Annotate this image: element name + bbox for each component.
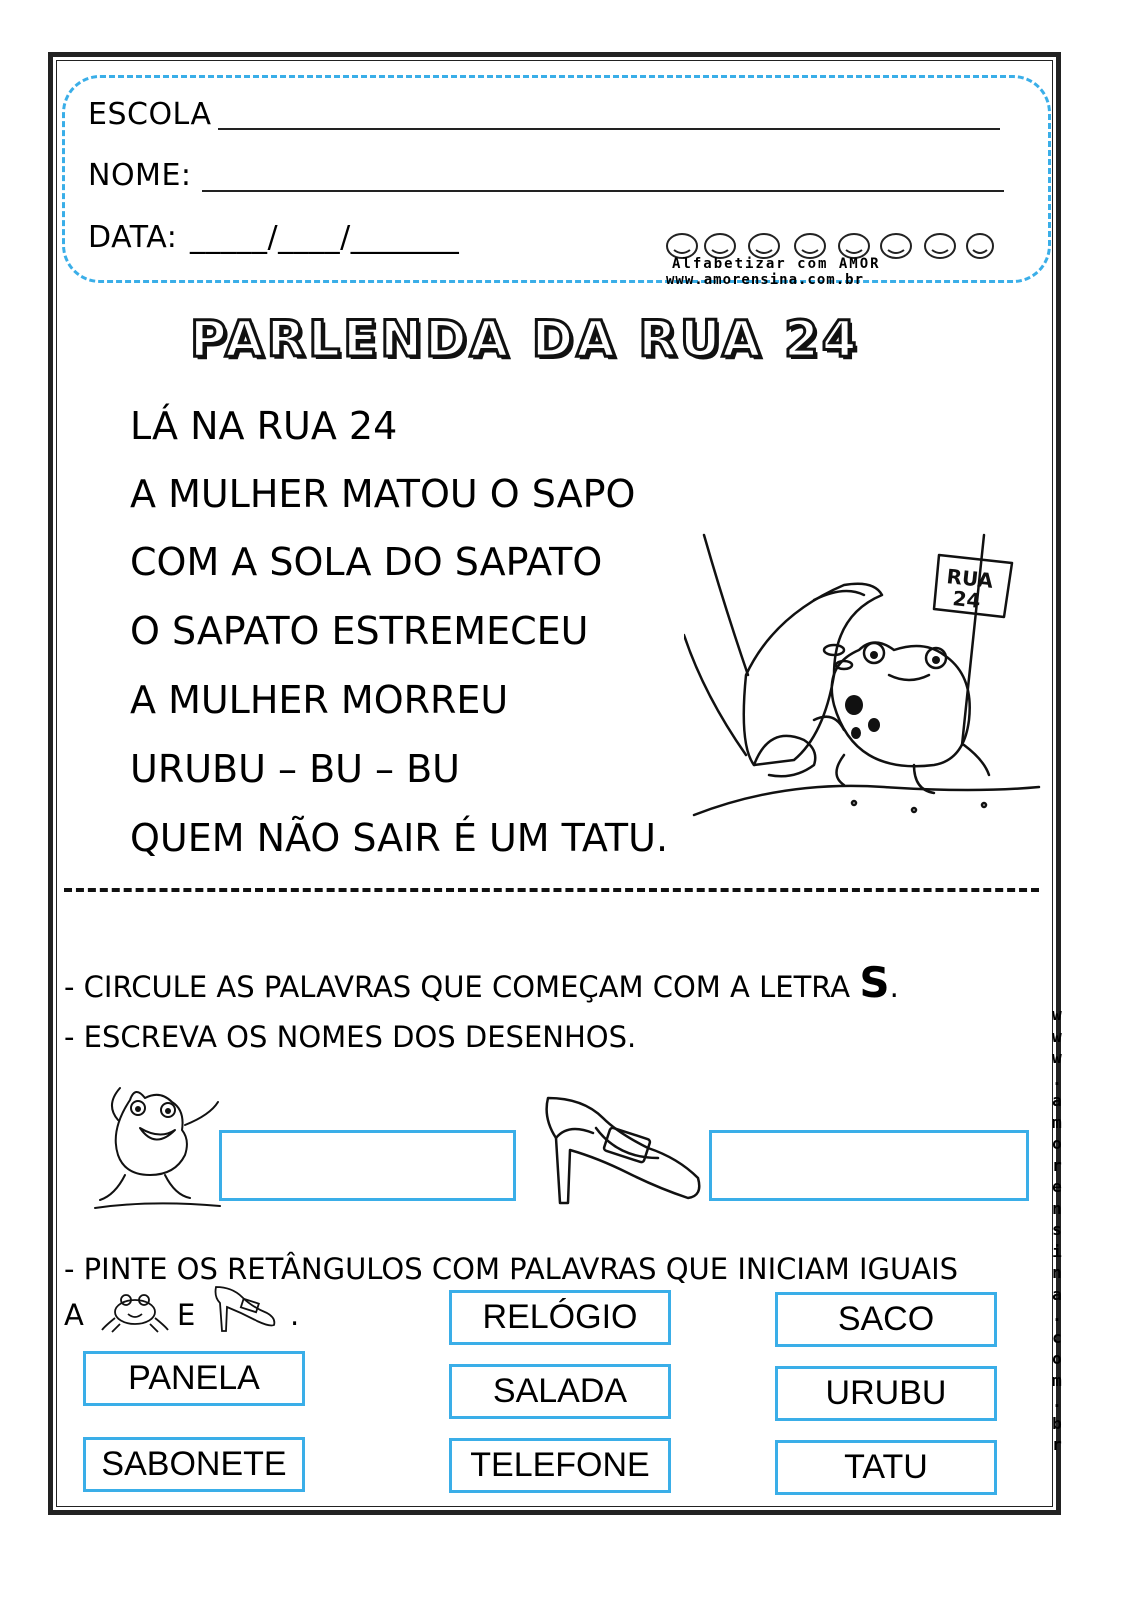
logo-url: www.amorensina.com.br <box>666 272 865 288</box>
instruction-circle: - CIRCULE AS PALAVRAS QUE COMEÇAM COM A LETRA S. <box>64 958 899 1007</box>
section-divider <box>64 888 1039 892</box>
nome-field[interactable] <box>202 190 1004 192</box>
instruction-paint-e: E <box>177 1298 196 1332</box>
word-box-saco[interactable]: SACO <box>775 1292 997 1347</box>
poem-line-1: LÁ NA RUA 24 <box>130 404 398 448</box>
nome-label: NOME: <box>88 158 192 193</box>
poem-line-3: COM A SOLA DO SAPATO <box>130 540 603 584</box>
small-shoe-icon <box>212 1283 278 1333</box>
logo-title: Alfabetizar com AMOR <box>672 256 881 272</box>
poem-line-5: A MULHER MORREU <box>130 678 509 722</box>
escola-field[interactable] <box>218 128 1000 130</box>
data-label: DATA: <box>88 220 178 255</box>
word-box-panela[interactable]: PANELA <box>83 1351 305 1406</box>
word-box-telefone[interactable]: TELEFONE <box>449 1438 671 1493</box>
data-field[interactable]: _____/____/_______ <box>190 220 460 255</box>
answer-box-frog[interactable] <box>219 1130 516 1201</box>
shoe-drawing <box>538 1088 708 1208</box>
small-frog-icon <box>100 1288 170 1333</box>
frog-drawing <box>90 1080 225 1215</box>
sign-text-24: 24 <box>951 586 982 613</box>
word-box-urubu[interactable]: URUBU <box>775 1366 997 1421</box>
instruction-paint-a: A <box>64 1298 84 1332</box>
instruction-write: - ESCREVA OS NOMES DOS DESENHOS. <box>64 1020 637 1054</box>
word-box-sabonete[interactable]: SABONETE <box>83 1437 305 1492</box>
poem-line-6: URUBU – BU – BU <box>130 747 460 791</box>
instruction-paint: - PINTE OS RETÂNGULOS COM PALAVRAS QUE INICIAM IGUAIS <box>64 1252 959 1286</box>
poem-line-7: QUEM NÃO SAIR É UM TATU. <box>130 816 669 860</box>
word-box-salada[interactable]: SALADA <box>449 1364 671 1419</box>
shoe-frog-illustration <box>684 525 1044 825</box>
answer-box-shoe[interactable] <box>709 1130 1029 1201</box>
poem-line-4: O SAPATO ESTREMECEU <box>130 609 589 653</box>
word-box-tatu[interactable]: TATU <box>775 1440 997 1495</box>
word-box-relogio[interactable]: RELÓGIO <box>449 1290 671 1345</box>
poem-line-2: A MULHER MATOU O SAPO <box>130 472 636 516</box>
sign-text-rua: RUA <box>945 564 995 593</box>
page-title: PARLENDA DA RUA 24 <box>190 310 860 368</box>
escola-label: ESCOLA <box>88 97 212 132</box>
instruction-paint-end: . <box>290 1298 300 1332</box>
letter-s: S <box>859 958 890 1007</box>
side-watermark-url: w w w . a m o r e n s i n a . c o m . b r <box>1052 1005 1062 1454</box>
